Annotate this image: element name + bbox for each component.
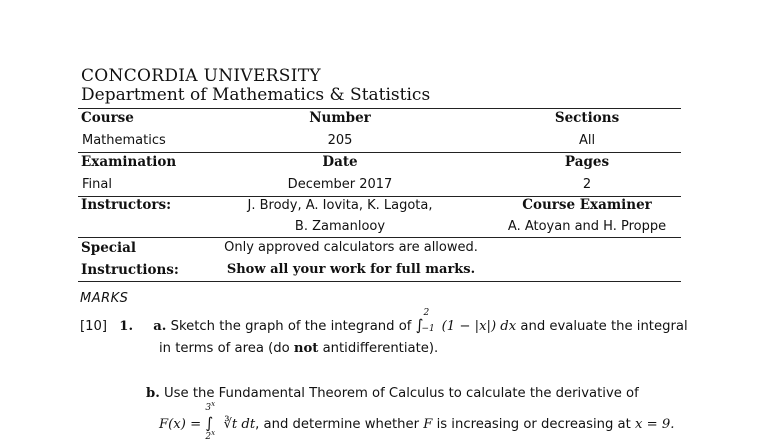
cube-root-integrand: ∛t dt <box>223 417 256 432</box>
date-value: December 2017 <box>287 177 393 192</box>
integral-sign-b: ∫ <box>205 414 214 432</box>
instructions-label: Instructions: <box>81 262 179 278</box>
number-value: 205 <box>327 133 353 148</box>
course-examiner-label: Course Examiner <box>522 197 652 213</box>
integral-lower-limit: −1 <box>421 324 435 334</box>
pages-value: 2 <box>582 177 592 192</box>
lower-limit <box>205 429 215 442</box>
table-rule-bottom <box>78 281 681 282</box>
marks-heading: MARKS <box>80 291 129 306</box>
question-1-part-a <box>80 308 688 334</box>
F-of-x: F(x) = <box>159 417 202 432</box>
integral-sign: ∫ <box>415 316 424 334</box>
sections-label: Sections <box>554 110 620 126</box>
integrand: (1 − |x|) dx <box>441 319 517 334</box>
course-value: Mathematics <box>82 133 166 148</box>
question-number: 1. <box>119 319 134 334</box>
integral-upper-limit: 2 <box>423 308 430 318</box>
part-a-label: a. <box>153 319 167 334</box>
department-name: Department of Mathematics & Statistics <box>81 85 431 105</box>
upper-limit-base: 3 <box>205 403 212 413</box>
special-instructions-line-1: Only approved calculators are allowed. <box>224 240 478 255</box>
instructors-line-1: J. Brody, A. Iovita, K. Lagota, <box>247 198 433 213</box>
examination-value: Final <box>82 177 112 192</box>
part-a-text: Sketch the graph of the integrand of <box>170 319 412 334</box>
table-rule <box>78 237 681 238</box>
instructors-label: Instructors: <box>81 197 172 213</box>
table-rule-top <box>78 108 681 109</box>
part-b-text-2: , and determine whether <box>255 417 420 432</box>
table-rule <box>78 152 681 153</box>
question-1-part-b <box>146 386 639 401</box>
pages-label: Pages <box>564 154 610 170</box>
part-a-line-2-post: antidifferentiate). <box>318 341 439 356</box>
F-symbol: F <box>423 417 433 432</box>
part-a-not: not <box>293 341 319 356</box>
part-b-label: b. <box>146 386 160 401</box>
lower-limit-exp: x <box>211 429 216 437</box>
upper-limit <box>205 400 215 413</box>
course-examiner-value: A. Atoyan and H. Proppe <box>507 219 667 234</box>
upper-limit-exp: x <box>211 400 216 408</box>
course-label: Course <box>81 110 134 126</box>
part-b-text-3: is increasing or decreasing at <box>436 417 631 432</box>
part-b-text: Use the Fundamental Theorem of Calculus to calculate the derivative of <box>164 386 639 401</box>
part-a-text-2: and evaluate the integral <box>520 319 688 334</box>
question-marks: [10] <box>80 319 108 334</box>
special-instructions-line-2: Show all your work for full marks. <box>226 262 476 277</box>
date-label: Date <box>322 154 358 170</box>
instructors-line-2: B. Zamanlooy <box>294 219 386 234</box>
special-label: Special <box>81 240 137 256</box>
number-label: Number <box>309 110 371 126</box>
part-a-line-2-pre: in terms of area (do <box>159 341 294 356</box>
x-equals-9: x = 9. <box>635 417 675 432</box>
university-name: CONCORDIA UNIVERSITY <box>81 66 321 86</box>
question-1-part-a-line-2 <box>159 341 438 356</box>
examination-label: Examination <box>81 154 177 170</box>
sections-value: All <box>578 133 596 148</box>
question-1-part-b-line-2 <box>159 400 675 442</box>
lower-limit-base: 2 <box>205 432 212 442</box>
